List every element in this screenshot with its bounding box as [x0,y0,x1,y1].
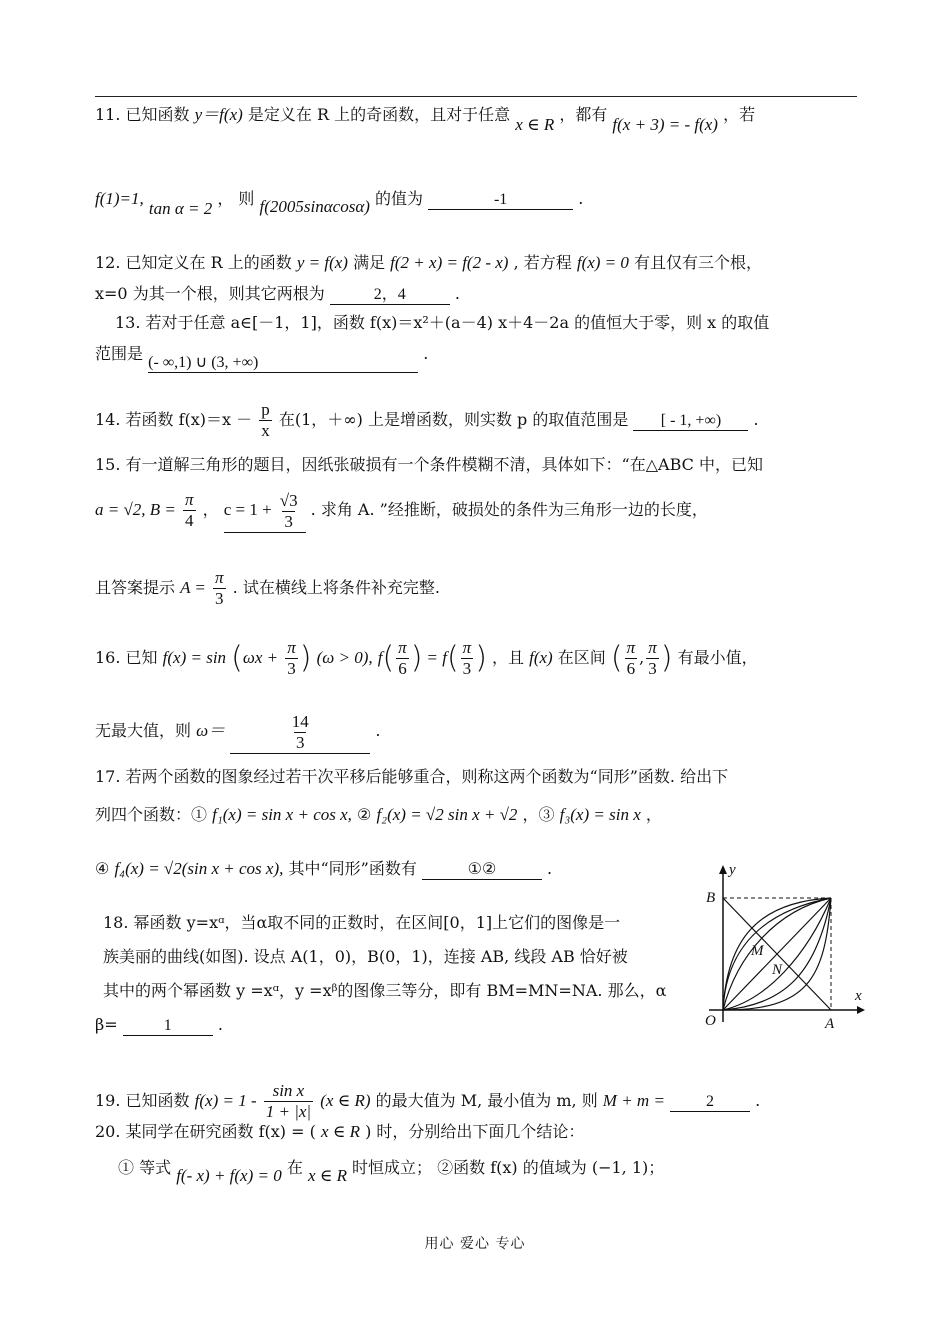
q13-answer: (- ∞,1) ∪ (3, +∞) [148,354,418,373]
q20-text-b: ) 时，分别给出下面几个结论： [365,1122,585,1141]
q15-four: 4 [185,511,194,530]
q16-pi-over-3 [285,638,298,679]
q18-text-l2: 族美丽的曲线(如图). 设点 A(1，0)，B(0，1)，连接 AB, 线段 AB 恰好被 [103,947,628,966]
q15-fill-text: c = 1 + [223,500,272,519]
q16-fdef: f(x) = sin [162,648,227,667]
q18-line4 [95,1014,223,1036]
q11-line1 [95,104,756,134]
q15-text-b: . 求角 A. ”经推断，破损处的条件为三角形一边的长度， [310,500,708,519]
q17-f4: f₄(x) = √2(sin x + cos x), [114,859,284,878]
q17-line1 [95,766,728,788]
q19-fraction [264,1081,313,1122]
q17-f3: f₃(x) = sin x [559,805,641,824]
q11-function: y＝f(x) [194,105,243,124]
q20-line2 [118,1157,665,1185]
q16-f-b: f [442,648,447,667]
q15-text-line3: 且答案提示 [95,578,176,597]
q17-text-a: 17. 若两个函数的图象经过若干次平移后能够重合，则称这两个函数为“同形”函数. 给出下 [95,767,729,786]
q20-equation: f(- x) + f(x) = 0 [176,1166,282,1185]
q16-f-a: f [377,648,383,667]
q18-end: . [217,1015,223,1034]
q17-comma: ， [645,805,662,824]
q18-text-l1: 18. 幂函数 y=xᵅ，当α取不同的正数时，在区间[0，1]上它们的图像是一 [103,913,621,932]
q16-paren-open-d: ( [610,640,623,676]
q12-relation: f(2 + x) = f(2 - x) [390,253,509,272]
q11-text-c: ，都有 [559,105,608,124]
q19-fdef: f(x) = 1 - [194,1091,257,1110]
q16-pi-c: π [462,638,472,657]
q12-text-a: 12. 已知定义在 R 上的函数 [95,253,292,272]
q15-pi-over-3 [213,568,226,609]
label-b: B [706,890,716,906]
q14-fraction [259,400,272,441]
q17-c4: ④ [95,859,110,878]
q16-text-line2: 无最大值，则 [95,721,192,741]
q19-answer: 2 [670,1093,750,1112]
q14-line [95,400,759,441]
q19-num: sin x [272,1081,305,1100]
q16-paren-open-c: ( [446,640,459,676]
label-a: A [825,1016,835,1032]
q12-text-line2: x=0 为其一个根，则其它两根为 [95,284,325,303]
q15-given: a = √2, B = [95,500,176,519]
q15-hint: A = [180,578,206,597]
q20-domain-b: x ∈ R [307,1166,347,1185]
q16-six-b: 6 [626,659,636,678]
q13-text-a: 13. 若对于任意 a∈[－1，1]，函数 f(x)＝x²＋(a－4) x＋4－2a 的值恒大于零，则 x 的取值 [115,313,770,332]
q16-pi-e: π [648,638,657,657]
q17-c2: ② [357,805,372,824]
q15-pi-over-4 [183,490,196,531]
q12-answer: 2，4 [330,286,450,305]
q17-c3: ，③ [522,805,555,824]
q16-end: . [375,721,381,741]
q15-fill-blank [224,491,306,533]
q20-text-c1: ① 等式 [118,1158,172,1177]
q15-comma: ， [202,500,219,519]
q14-text-a: 14. 若函数 f(x)＝x － [95,410,253,429]
q18-line3 [103,980,666,1002]
q19-text-a: 19. 已知函数 [95,1091,190,1110]
q16-pi-d: π [626,638,636,657]
q14-answer: [ - 1, +∞) [633,412,748,431]
q15-line1 [95,454,763,476]
q17-text-line2: 列四个函数：① [95,805,208,824]
power-function-graph [697,860,869,1036]
q16-paren-open: ( [231,640,243,676]
q13-line1 [115,312,769,334]
q15-line2 [95,490,708,533]
q15-sqrt3-over-3 [278,491,300,532]
q11-text-g: 的值为 [375,189,424,208]
q20-domain: x ∈ R [320,1122,360,1141]
q16-line1: 16. 已知 f(x) = sin (ωx + $\frac{\pi}{3}$ ) (ω > 0), f( $\frac{\pi}{6}$ ) = f( $\frac{\pi}{3}$ ) ，且 f(x) 在区间 ( $\frac{\pi}{6}$ , $\frac{\pi}{3}$ ) 有最小值， [95,638,758,678]
q16-six: 6 [398,659,407,678]
q17-line2 [95,804,662,826]
q15-pi-b: π [215,568,224,587]
q17-f1: f₁(x) = sin x + cos x, [212,805,352,824]
header-rule [95,96,857,97]
q17-text-b: 其中“同形”函数有 [288,859,417,878]
q11-relation: f(x + 3) = - f(x) [612,115,718,134]
q20-text-a: 20. 某同学在研究函数 f(x) = ( [95,1122,316,1141]
q16-three-c: 3 [648,659,657,678]
q16-pi-over-3-b [461,638,474,679]
label-x: x [855,988,862,1004]
q16-answer-frac [290,712,311,753]
q18-line2 [103,946,628,968]
page-footer: 用心 爱心 专心 [424,1236,526,1252]
q16-paren-close-d: ) [660,640,673,676]
q16-answer [230,712,370,754]
q16-fx: f(x) [529,648,553,667]
q11-line2 [95,188,584,218]
q19-den: 1 + |x| [265,1102,312,1121]
q12-text-d: 有且仅有三个根， [634,253,763,272]
q15-line3 [95,568,440,609]
q16-interval-a [625,638,638,679]
q16-interval-b [646,638,659,679]
q20-text-in: 在 [286,1158,303,1177]
q19-domain: (x ∈ R) [320,1091,371,1110]
q16-paren-close-b: ) [410,640,423,676]
q11-text-d: ，若 [723,105,756,124]
q11-condition: x ∈ R [515,115,555,134]
q14-text-b: 在(1，＋∞) 上是增函数，则实数 p 的取值范围是 [278,410,629,429]
q12-equation: f(x) = 0 [576,253,629,272]
label-m: M [751,943,764,959]
q12-text-b: 满足 [353,253,386,272]
q19-end: . [755,1091,761,1110]
q16-answer-num: 14 [291,712,309,731]
label-y: y [729,862,736,878]
q13-end: . [423,344,429,363]
q13-line2 [95,343,429,371]
q16-three-b: 3 [462,659,472,678]
q15-pi: π [185,490,194,509]
q17-line3 [95,858,552,880]
q18-text-l4: β= [95,1015,118,1034]
q18-line1 [103,912,620,934]
q19-line [95,1081,760,1122]
q15-three: 3 [284,511,293,531]
q16-paren-close-c: ) [475,640,487,676]
q11-end: . [578,189,584,208]
q20-line1 [95,1121,584,1143]
q15-text-a: 15. 有一道解三角形的题目，因纸张破损有一个条件模糊不清，具体如下：“在△ABC 中，已知 [95,455,763,474]
q14-end: . [753,410,759,429]
q13-text-line2: 范围是 [95,344,144,363]
q11-answer: -1 [428,191,573,210]
q17-end: . [547,859,553,878]
q11-text-a: 11. 已知函数 [95,105,190,124]
q16-eq: = [427,648,438,667]
q16-paren-close: ) [299,640,312,676]
q11-tan: tan α = 2 [148,199,213,218]
q12-function: y = f(x) [296,253,348,272]
q11-expression: f(2005sinαcosα) [259,197,370,216]
q16-paren-open-b: ( [382,640,395,676]
q15-sqrt3: √3 [279,490,298,510]
q16-omega-eq: ω＝ [196,721,226,741]
q16-pi-over-6 [396,638,409,679]
y-axis-arrow [719,865,727,874]
q16-three: 3 [287,659,296,678]
label-o: O [705,1013,716,1029]
q15-text-line3b: . 试在横线上将条件补充完整. [232,578,440,597]
q20-text-c1b: 时恒成立； ②函数 f(x) 的值域为 (−1, 1)； [352,1158,665,1177]
q16-text-c: 在区间 [557,648,606,667]
x-axis-arrow [857,1006,865,1014]
q12-line1 [95,252,762,274]
q11-text-b: 是定义在 R 上的奇函数，且对于任意 [247,105,511,124]
q19-sum: M + m = [602,1091,665,1110]
q16-text-b: ，且 [492,648,525,667]
q16-text-d: 有最小值， [677,648,758,667]
q14-fraction-den: x [261,421,270,440]
q16-text-a: 16. 已知 [95,648,158,667]
q17-f2: f₂(x) = √2 sin x + √2 [376,805,518,824]
q17-answer: ①② [422,861,542,880]
q12-line2 [95,283,460,305]
q16-pi-b: π [398,638,407,657]
q12-text-c: , 若方程 [513,253,572,272]
q18-text-l3: 其中的两个幂函数 y =xᵅ，y =xᵝ的图像三等分，即有 BM=MN=NA. 那么，α [103,981,667,1000]
q16-line2 [95,712,380,754]
q12-end: . [454,284,460,303]
q16-answer-den: 3 [295,733,305,752]
q18-answer: 1 [123,1017,213,1036]
q15-three-b: 3 [215,589,224,608]
q16-pi: π [287,638,296,657]
q11-f1: f(1)=1, [95,189,144,208]
q16-omega: (ω > 0), [316,648,373,667]
label-n: N [772,962,783,978]
q14-fraction-num: p [261,400,270,419]
q16-inner: ωx + [242,648,279,667]
q11-text-e: ， 则 [217,189,255,208]
q19-text-b: 的最大值为 M, 最小值为 m, 则 [375,1091,598,1110]
